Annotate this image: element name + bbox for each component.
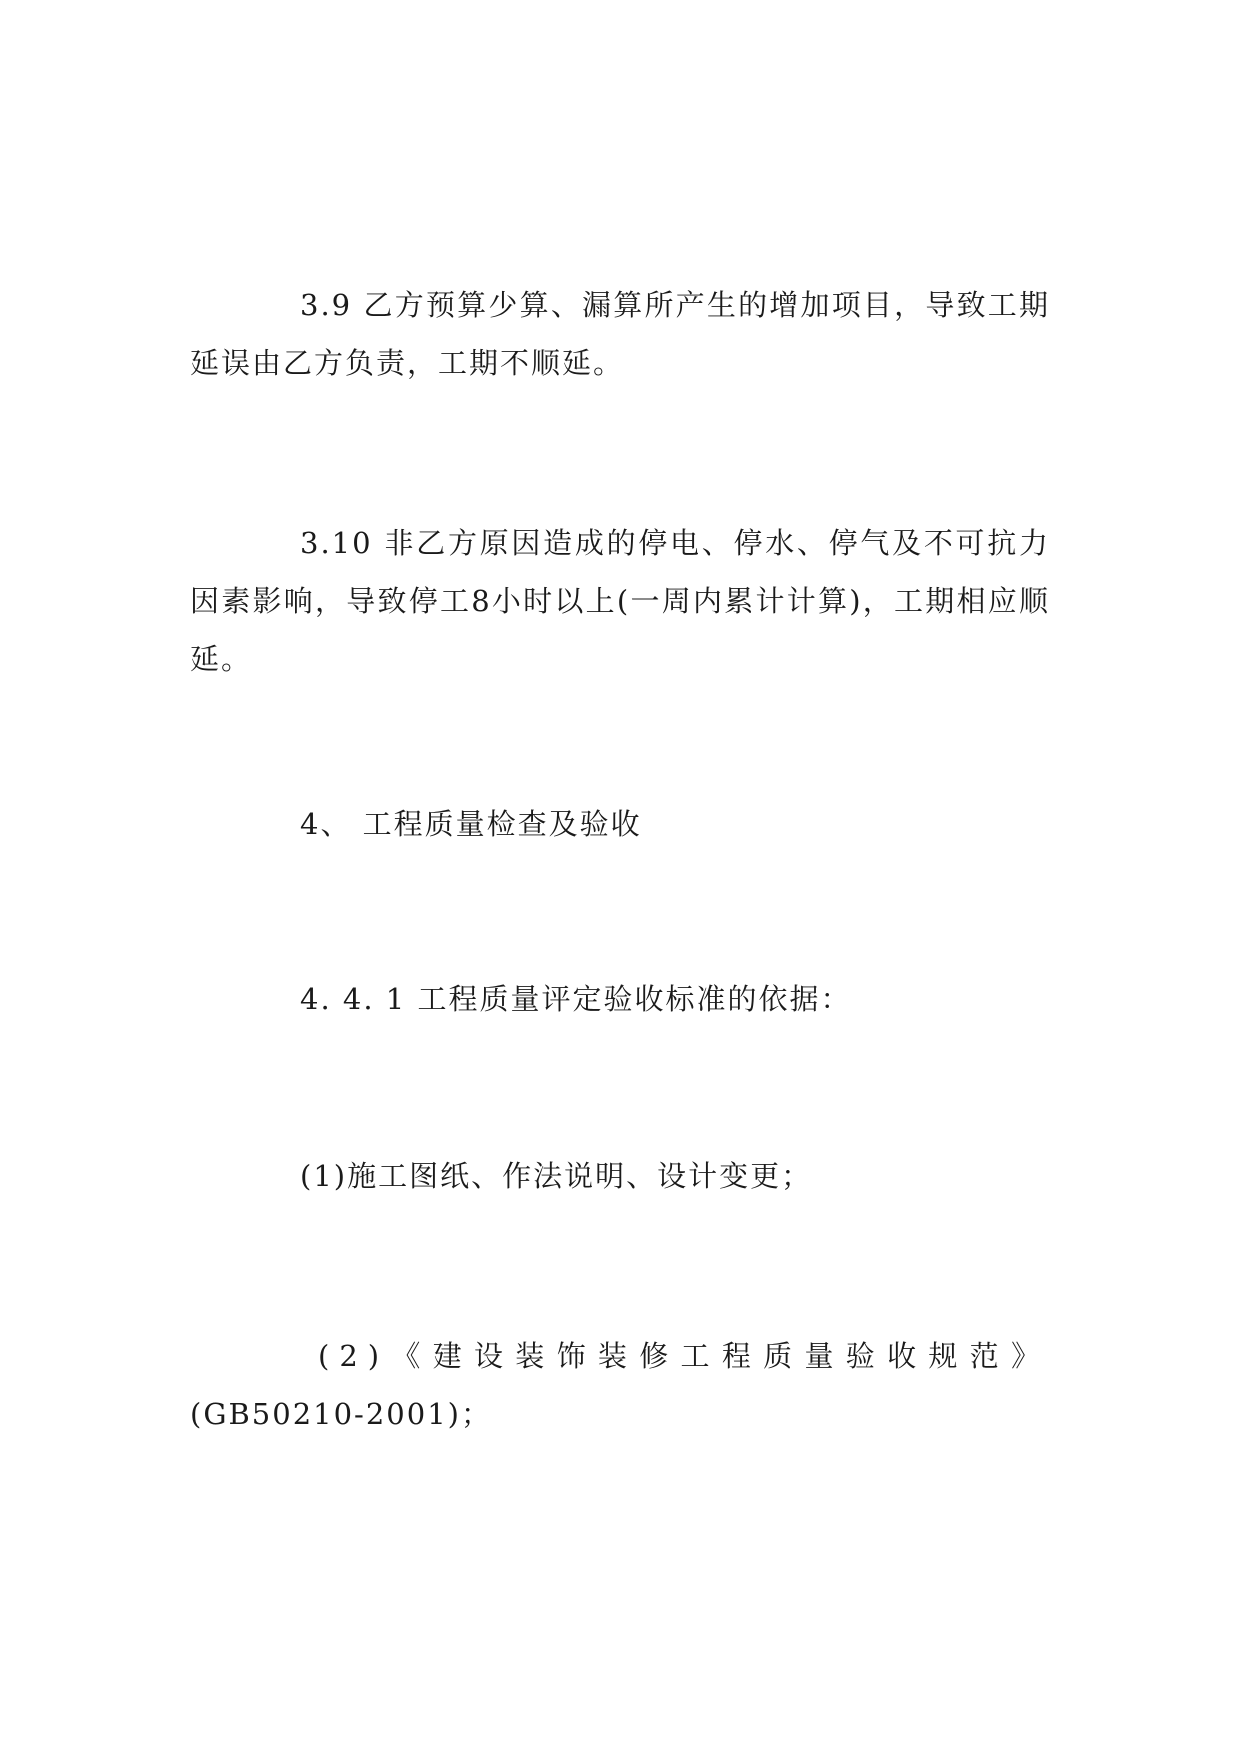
paragraph-3-9: 3.9 乙方预算少算、漏算所产生的增加项目，导致工期延误由乙方负责，工期不顺延。 [190,288,1050,380]
list-item-2-line-1: (2)《建设装饰装修工程质量验收规范》 [318,1339,1050,1373]
list-item-2-line-2: (GB50210-2001)； [190,1397,492,1431]
paragraph-4-4-1: 4. 4. 1 工程质量评定验收标准的依据： [300,982,852,1016]
list-item-1: (1)施工图纸、作法说明、设计变更； [300,1159,813,1193]
list-item-2 [190,1327,1050,1443]
section-heading-4: 4、 工程质量检查及验收 [300,807,642,841]
paragraph-3-10: 3.10 非乙方原因造成的停电、停水、停气及不可抗力因素影响，导致停工8小时以上(一周内累计计算)，工期相应顺延。 [190,526,1050,676]
